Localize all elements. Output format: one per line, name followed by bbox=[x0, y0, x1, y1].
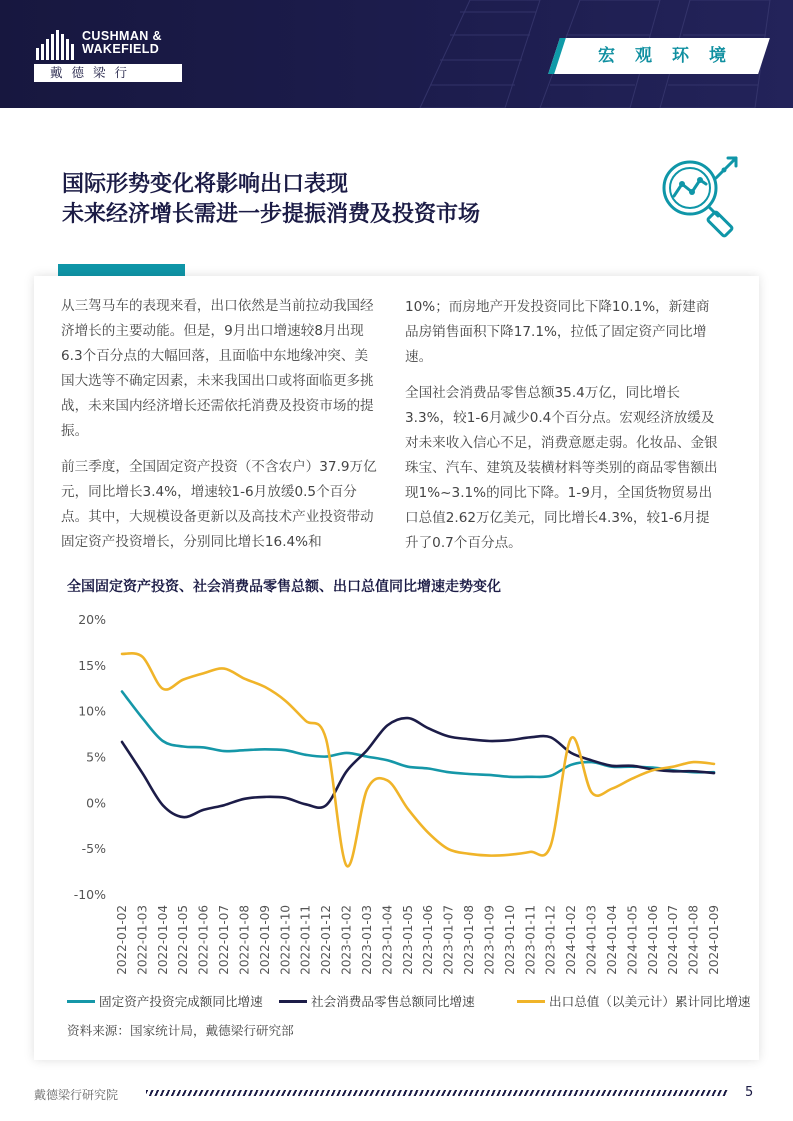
x-tick-label: 2023-01-08 bbox=[462, 905, 477, 975]
x-tick-label: 2023-01-10 bbox=[502, 905, 517, 975]
chart-title: 全国固定资产投资、社会消费品零售总额、出口总值同比增速走势变化 bbox=[67, 579, 501, 595]
x-tick-label: 2022-01-02 bbox=[115, 905, 129, 975]
x-tick-label: 2022-01-10 bbox=[278, 905, 293, 975]
x-tick-label: 2024-01-05 bbox=[625, 905, 640, 975]
y-tick-label: 5% bbox=[86, 749, 106, 765]
brand-name-cn: 戴德梁行 bbox=[34, 64, 182, 82]
title-line-2: 未来经济增长需进一步提振消费及投资市场 bbox=[62, 202, 481, 227]
content-card bbox=[34, 276, 759, 1060]
x-tick-label: 2023-01-03 bbox=[359, 905, 374, 975]
magnifier-trend-icon bbox=[654, 154, 744, 240]
x-tick-label: 2022-01-09 bbox=[257, 905, 272, 975]
legend-item bbox=[279, 992, 475, 1012]
series-line-3 bbox=[122, 653, 714, 866]
text-column-right bbox=[405, 295, 723, 567]
footer-publisher: 戴德梁行研究院 bbox=[34, 1088, 119, 1102]
y-tick-label: 10% bbox=[78, 703, 106, 719]
brand-name: CUSHMAN & WAKEFIELD bbox=[82, 29, 162, 56]
x-tick-label: 2023-01-02 bbox=[339, 905, 354, 975]
x-tick-label: 2023-01-09 bbox=[482, 905, 497, 975]
footer-divider bbox=[146, 1090, 728, 1096]
paragraph: 从三驾马车的表现来看，出口依然是当前拉动我国经济增长的主要动能。但是，9月出口增速较8月出现6.3个百分点的大幅回落，且面临中东地缘冲突、美国大选等不确定因素，未来我国出口或将面临更多挑战，未来国内经济增长还需依托消费及投资市场的提振。 bbox=[61, 298, 374, 439]
x-tick-label: 2022-01-08 bbox=[237, 905, 252, 975]
section-tag-label: 宏观环境 bbox=[598, 46, 746, 66]
chart-source: 资料来源：国家统计局，戴德梁行研究部 bbox=[67, 1023, 294, 1038]
x-tick-label: 2022-01-05 bbox=[176, 905, 191, 975]
paragraph: 10%；而房地产开发投资同比下降10.1%，新建商品房销售面积下降17.1%，拉低了固定资产同比增速。 bbox=[405, 299, 710, 365]
legend-label: 出口总值（以美元计）累计同比增速 bbox=[549, 994, 751, 1009]
section-tag bbox=[548, 38, 770, 74]
x-tick-label: 2023-01-07 bbox=[441, 905, 456, 975]
y-tick-label: 0% bbox=[86, 795, 106, 811]
y-tick-label: -5% bbox=[81, 841, 106, 857]
x-tick-label: 2024-01-07 bbox=[666, 905, 681, 975]
text-column-left bbox=[61, 294, 379, 566]
x-tick-label: 2024-01-08 bbox=[686, 905, 701, 975]
y-tick-label: 20% bbox=[78, 612, 106, 627]
x-tick-label: 2022-01-07 bbox=[217, 905, 232, 975]
paragraph: 前三季度，全国固定资产投资（不含农户）37.9万亿元，同比增长3.4%，增速较1-6月放缓0.5个百分点。其中，大规模设备更新以及高技术产业投资带动固定资产投资增长，分别同比增长16.4%和 bbox=[61, 459, 377, 550]
x-tick-label: 2024-01-02 bbox=[564, 905, 579, 975]
x-tick-label: 2024-01-03 bbox=[584, 905, 599, 975]
x-tick-label: 2023-01-05 bbox=[400, 905, 415, 975]
x-tick-label: 2022-01-12 bbox=[319, 905, 334, 975]
building-logo-icon bbox=[36, 30, 80, 60]
x-tick-label: 2023-01-06 bbox=[421, 905, 436, 975]
legend-swatch bbox=[67, 1000, 95, 1003]
x-tick-label: 2023-01-11 bbox=[523, 905, 538, 975]
legend-swatch bbox=[279, 1000, 307, 1003]
series-line-1 bbox=[122, 692, 714, 777]
paragraph: 全国社会消费品零售总额35.4万亿，同比增长3.3%，较1-6月减少0.4个百分点。宏观经济放缓及对未来收入信心不足，消费意愿走弱。化妆品、金银珠宝、汽车、建筑及装横材料等类别的商品零售额出现1%~3.1%的同比下降。1-9月，全国货物贸易出口总值2.62万亿美元，同比增长4.3%，较1-6月提升了0.7个百分点。 bbox=[405, 385, 718, 551]
legend-item bbox=[517, 992, 751, 1012]
x-tick-label: 2022-01-11 bbox=[298, 905, 313, 975]
page-title bbox=[62, 170, 622, 230]
x-tick-label: 2023-01-12 bbox=[543, 905, 558, 975]
x-tick-label: 2022-01-04 bbox=[155, 905, 170, 975]
line-chart bbox=[34, 596, 759, 986]
x-tick-label: 2024-01-09 bbox=[707, 905, 721, 975]
x-tick-label: 2024-01-04 bbox=[604, 905, 619, 975]
x-tick-label: 2022-01-06 bbox=[196, 905, 211, 975]
legend-label: 固定资产投资完成额同比增速 bbox=[99, 994, 263, 1009]
chart-legend bbox=[67, 992, 757, 1012]
x-tick-label: 2022-01-03 bbox=[135, 905, 150, 975]
y-tick-label: 15% bbox=[78, 657, 106, 673]
brand-logo bbox=[34, 28, 184, 82]
x-tick-label: 2023-01-04 bbox=[380, 905, 395, 975]
y-tick-label: -10% bbox=[73, 887, 106, 902]
legend-swatch bbox=[517, 1000, 545, 1003]
x-tick-label: 2024-01-06 bbox=[645, 905, 660, 975]
legend-label: 社会消费品零售总额同比增速 bbox=[311, 994, 475, 1009]
legend-item bbox=[67, 992, 263, 1012]
title-line-1: 国际形势变化将影响出口表现 bbox=[62, 172, 349, 197]
page-header bbox=[0, 0, 793, 108]
page-number: 5 bbox=[745, 1085, 754, 1100]
